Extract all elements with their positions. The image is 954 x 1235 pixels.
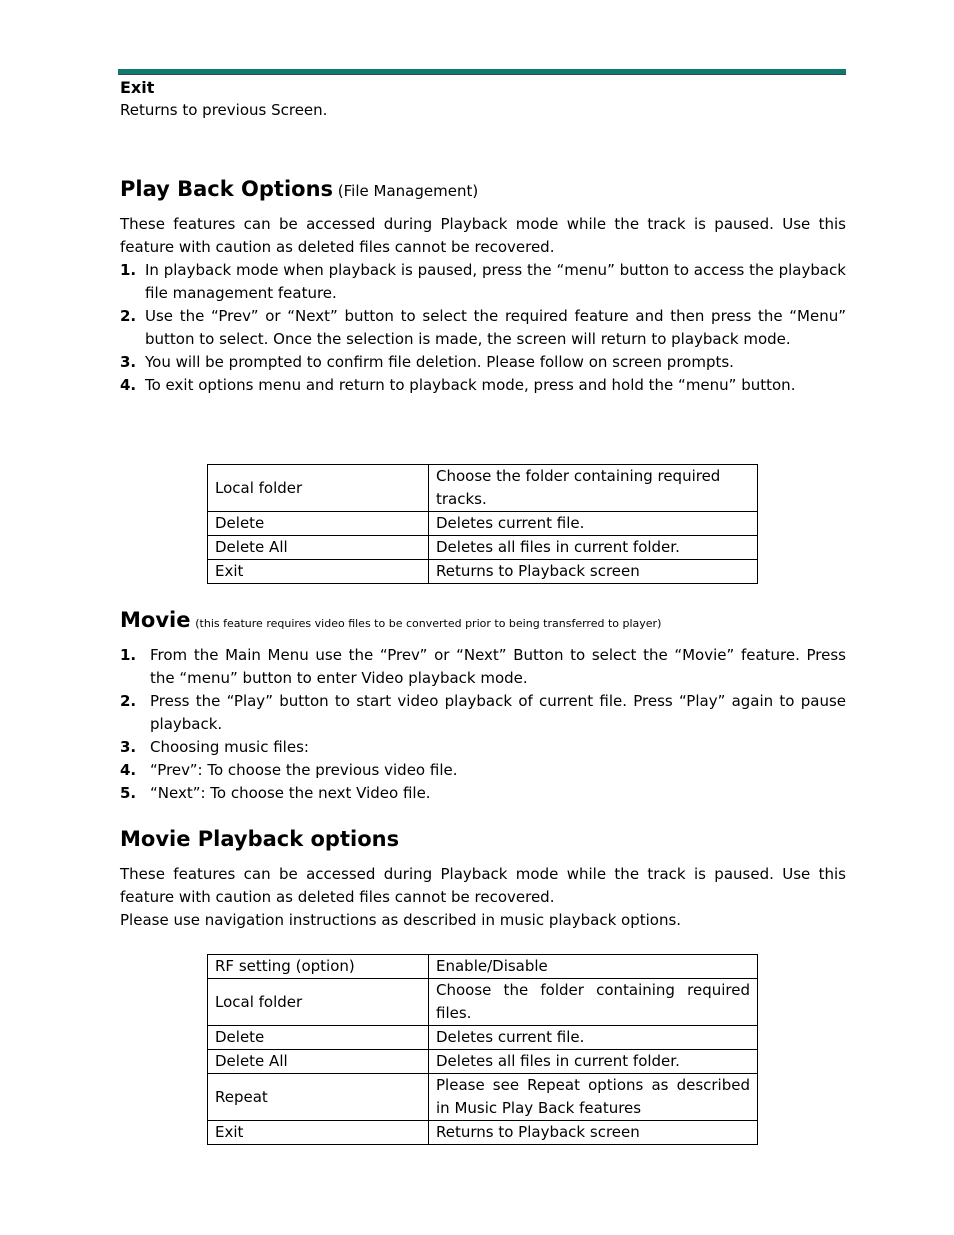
option-description: Please see Repeat options as described in Music Play Back features (429, 1074, 758, 1121)
movie-playback-title: Movie Playback options (120, 827, 400, 851)
table-row (208, 1026, 758, 1050)
option-description: Deletes all files in current folder. (429, 1050, 758, 1074)
table-row (208, 1121, 758, 1145)
playback-heading (120, 177, 478, 201)
step-number: 4. (120, 761, 137, 779)
playback-subtitle: (File Management) (337, 182, 479, 200)
step-text: To exit options menu and return to playback mode, press and hold the “menu” button. (145, 376, 796, 394)
step-text: In playback mode when playback is paused, press the “menu” button to access the playback file management feature. (145, 261, 846, 302)
movie-playback-intro: These features can be accessed during Playback mode while the track is paused. Use this feature with caution as deleted files cannot be recovered. (120, 865, 846, 906)
list-item (120, 644, 846, 690)
table-row (208, 560, 758, 584)
table-row (208, 465, 758, 512)
playback-title: Play Back Options (120, 177, 334, 201)
step-text: “Prev”: To choose the previous video file. (150, 761, 458, 779)
step-number: 3. (120, 353, 137, 371)
option-name: Local folder (208, 465, 429, 512)
playback-steps (120, 259, 846, 397)
table-row (208, 1050, 758, 1074)
option-name: Delete All (208, 1050, 429, 1074)
list-item (120, 690, 846, 736)
option-name: Exit (208, 1121, 429, 1145)
option-name: Exit (208, 560, 429, 584)
step-number: 1. (120, 261, 137, 279)
option-description: Deletes current file. (429, 512, 758, 536)
table-row (208, 1074, 758, 1121)
option-name: Local folder (208, 979, 429, 1026)
movie-heading (120, 608, 661, 632)
option-description: Enable/Disable (429, 955, 758, 979)
option-name: Repeat (208, 1074, 429, 1121)
step-number: 4. (120, 376, 137, 394)
playback-intro: These features can be accessed during Playback mode while the track is paused. Use this feature with caution as deleted files cannot be recovered. (120, 215, 846, 256)
movie-steps (120, 644, 846, 805)
step-text: Choosing music files: (150, 738, 309, 756)
option-name: RF setting (option) (208, 955, 429, 979)
table-row (208, 955, 758, 979)
step-text: Press the “Play” button to start video playback of current file. Press “Play” again to pause playback. (150, 692, 846, 733)
table-row (208, 536, 758, 560)
option-description: Returns to Playback screen (429, 1121, 758, 1145)
playback-options-table (207, 464, 758, 584)
table-row (208, 512, 758, 536)
option-description: Choose the folder containing required files. (429, 979, 758, 1026)
option-description: Deletes current file. (429, 1026, 758, 1050)
list-item (120, 351, 846, 374)
option-name: Delete All (208, 536, 429, 560)
movie-playback-options-table (207, 954, 758, 1145)
step-number: 3. (120, 738, 137, 756)
list-item (120, 759, 846, 782)
step-text: You will be prompted to confirm file deletion. Please follow on screen prompts. (145, 353, 734, 371)
list-item (120, 374, 846, 397)
option-name: Delete (208, 1026, 429, 1050)
exit-heading: Exit (120, 78, 155, 97)
step-number: 2. (120, 692, 137, 710)
step-number: 1. (120, 646, 137, 664)
option-name: Delete (208, 512, 429, 536)
option-description: Returns to Playback screen (429, 560, 758, 584)
option-description: Choose the folder containing required tracks. (429, 465, 758, 512)
table-row (208, 979, 758, 1026)
step-text: “Next”: To choose the next Video file. (150, 784, 431, 802)
header-rule-line (118, 74, 846, 75)
step-text: Use the “Prev” or “Next” button to select the required feature and then press the “Menu” button to select. Once the selection is made, the screen will return to playback mode. (145, 307, 846, 348)
step-text: From the Main Menu use the “Prev” or “Next” Button to select the “Movie” feature. Press the “menu” button to enter Video playback mode. (150, 646, 846, 687)
movie-playback-nav-note: Please use navigation instructions as described in music playback options. (120, 911, 682, 929)
list-item (120, 736, 846, 759)
step-number: 5. (120, 784, 137, 802)
list-item (120, 305, 846, 351)
option-description: Deletes all files in current folder. (429, 536, 758, 560)
list-item (120, 782, 846, 805)
step-number: 2. (120, 307, 137, 325)
movie-note: (this feature requires video files to be converted prior to being transferred to player) (195, 617, 662, 630)
movie-title: Movie (120, 608, 191, 632)
list-item (120, 259, 846, 305)
exit-description: Returns to previous Screen. (120, 101, 328, 119)
